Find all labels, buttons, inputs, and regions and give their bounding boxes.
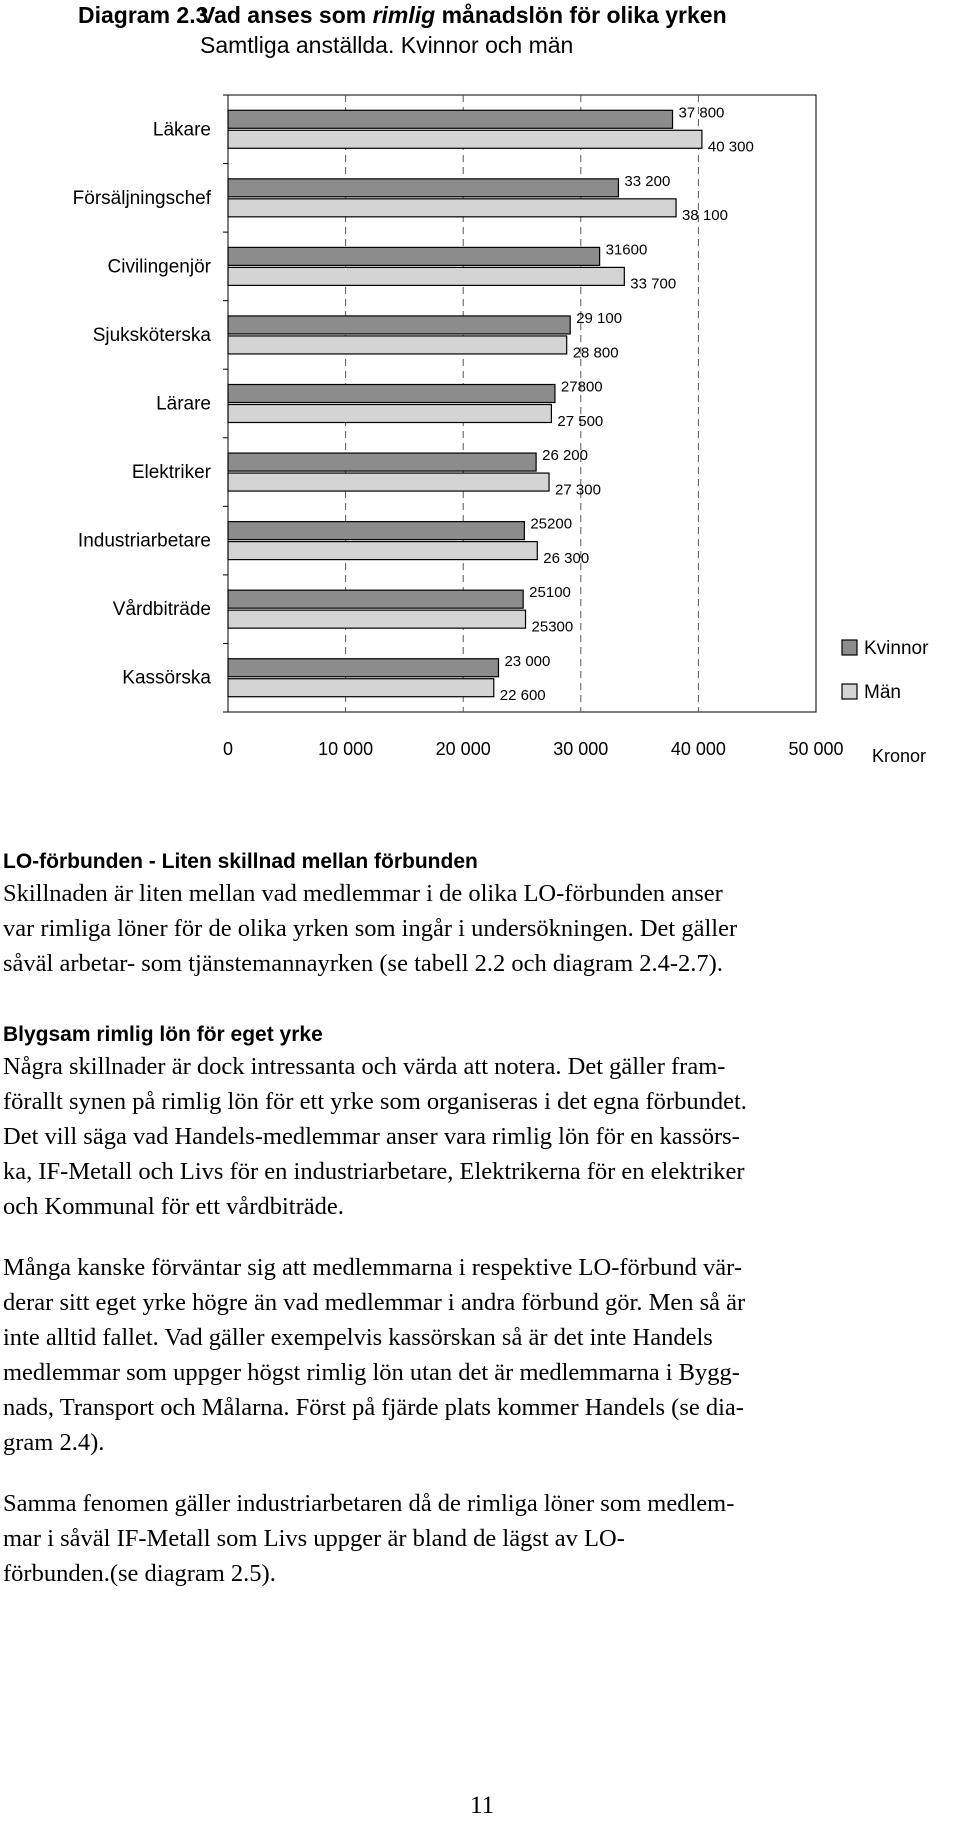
text-line: gram 2.4). <box>3 1429 105 1456</box>
text-line: Några skillnader är dock intressanta och värda att notera. Det gäller fram- <box>3 1053 726 1080</box>
diagram-title-before: Vad anses som <box>200 2 367 28</box>
category-label: Sjuksköterska <box>92 324 211 346</box>
bar-man <box>228 336 567 354</box>
bar-man <box>228 679 494 697</box>
bar-kvinnor <box>228 522 524 540</box>
bar-kvinnor <box>228 179 618 197</box>
text-line: Det vill säga vad Handels-medlemmar anser vara rimlig lön för en kassörs- <box>3 1123 740 1150</box>
bar-man <box>228 610 526 628</box>
bar-kvinnor <box>228 316 570 334</box>
text-line: mar i såväl IF-Metall som Livs uppger är bland de lägst av LO- <box>3 1525 625 1552</box>
text-line: Samma fenomen gäller industriarbetaren då de rimliga löner som medlem- <box>3 1490 735 1517</box>
category-label: Elektriker <box>131 462 211 484</box>
category-label: Vårdbiträde <box>112 599 211 621</box>
paragraph <box>3 1049 953 1224</box>
text-line: ka, IF-Metall och Livs för en industriarbetare, Elektrikerna för en elektriker <box>3 1158 745 1185</box>
bar-kvinnor <box>228 590 523 608</box>
text-line: inte alltid fallet. Vad gäller exempelvis kassörskan så är det inte Handels <box>3 1324 713 1351</box>
bar-man <box>228 405 551 423</box>
category-label: Lärare <box>156 393 211 415</box>
data-label: 26 200 <box>542 447 589 465</box>
data-label: 27800 <box>560 378 603 396</box>
text-line: och Kommunal för ett vårdbiträde. <box>3 1193 344 1220</box>
paragraph <box>3 876 953 981</box>
data-label: 27 500 <box>557 412 604 430</box>
x-tick-label: 0 <box>222 739 234 759</box>
x-tick-label: 50 000 <box>788 739 844 759</box>
salary-bar-chart <box>0 0 960 780</box>
diagram-number: Diagram 2.3 <box>78 2 209 28</box>
data-label: 25300 <box>531 618 574 636</box>
bar-kvinnor <box>228 659 498 677</box>
section-title: LO-förbunden - Liten skillnad mellan förbunden <box>3 850 478 873</box>
data-label: 27 300 <box>555 481 601 499</box>
bar-kvinnor <box>228 110 673 128</box>
text-line: medlemmar som uppger högst rimlig lön utan det är medlemmarna i Bygg- <box>3 1359 740 1386</box>
diagram-title-emph: rimlig <box>372 2 436 28</box>
data-label: 37 800 <box>678 104 725 122</box>
category-label: Försäljningschef <box>72 187 211 209</box>
bar-man <box>228 473 549 491</box>
text-line: förbunden.(se diagram 2.5). <box>3 1560 276 1587</box>
data-label: 31600 <box>605 241 648 259</box>
category-label: Kassörska <box>122 667 211 689</box>
text-line: Skillnaden är liten mellan vad medlemmar i de olika LO-förbunden anser <box>3 880 723 907</box>
diagram-title-after: månadslön för olika yrken <box>441 2 727 28</box>
data-label: 26 300 <box>543 549 590 567</box>
paragraph <box>3 1250 953 1460</box>
bar-man <box>228 199 676 217</box>
section-blygsam <box>3 1023 953 1591</box>
bar-kvinnor <box>228 385 555 403</box>
page-number: 11 <box>470 1792 495 1819</box>
data-label: 40 300 <box>707 138 754 156</box>
text-line: förallt synen på rimlig lön för ett yrke som organiseras i det egna förbundet. <box>3 1088 747 1115</box>
data-label: 29 100 <box>576 309 623 327</box>
section-title: Blygsam rimlig lön för eget yrke <box>3 1023 323 1046</box>
legend-swatch <box>842 684 857 699</box>
category-label: Civilingenjör <box>107 256 211 278</box>
paragraph <box>3 1486 953 1591</box>
data-label: 25100 <box>529 584 571 602</box>
x-tick-label: 20 000 <box>435 739 491 759</box>
x-tick-label: 40 000 <box>670 739 726 759</box>
text-line: såväl arbetar- som tjänstemannayrken (se tabell 2.2 och diagram 2.4-2.7). <box>3 950 723 977</box>
data-label: 25200 <box>530 515 573 533</box>
section-lo-forbunden <box>3 850 953 981</box>
x-tick-label: 10 000 <box>318 739 374 759</box>
text-line: derar sitt eget yrke högre än vad medlemmar i andra förbund gör. Men så är <box>3 1289 746 1316</box>
bar-man <box>228 267 624 285</box>
bar-man <box>228 542 537 560</box>
bar-man <box>228 130 702 148</box>
data-label: 23 000 <box>504 652 551 670</box>
data-label: 33 700 <box>630 275 677 293</box>
bar-kvinnor <box>228 247 600 265</box>
legend-label: Kvinnor <box>864 638 929 659</box>
data-label: 33 200 <box>624 172 671 190</box>
legend-swatch <box>842 640 857 655</box>
text-line: var rimliga löner för de olika yrken som ingår i undersökningen. Det gäller <box>3 915 738 942</box>
text-line: nads, Transport och Målarna. Först på fjärde plats kommer Handels (se dia- <box>3 1394 744 1421</box>
text-line: Många kanske förväntar sig att medlemmarna i respektive LO-förbund vär- <box>3 1254 743 1281</box>
data-label: 38 100 <box>682 207 728 225</box>
x-axis-label: Kronor <box>872 746 927 766</box>
diagram-subtitle: Samtliga anställda. Kvinnor och män <box>200 32 574 58</box>
category-label: Industriarbetare <box>77 530 211 552</box>
bar-kvinnor <box>228 453 536 471</box>
x-tick-label: 30 000 <box>553 739 609 759</box>
legend-label: Män <box>864 682 901 703</box>
category-label: Läkare <box>152 119 211 141</box>
data-label: 22 600 <box>499 687 546 705</box>
data-label: 28 800 <box>572 344 619 362</box>
